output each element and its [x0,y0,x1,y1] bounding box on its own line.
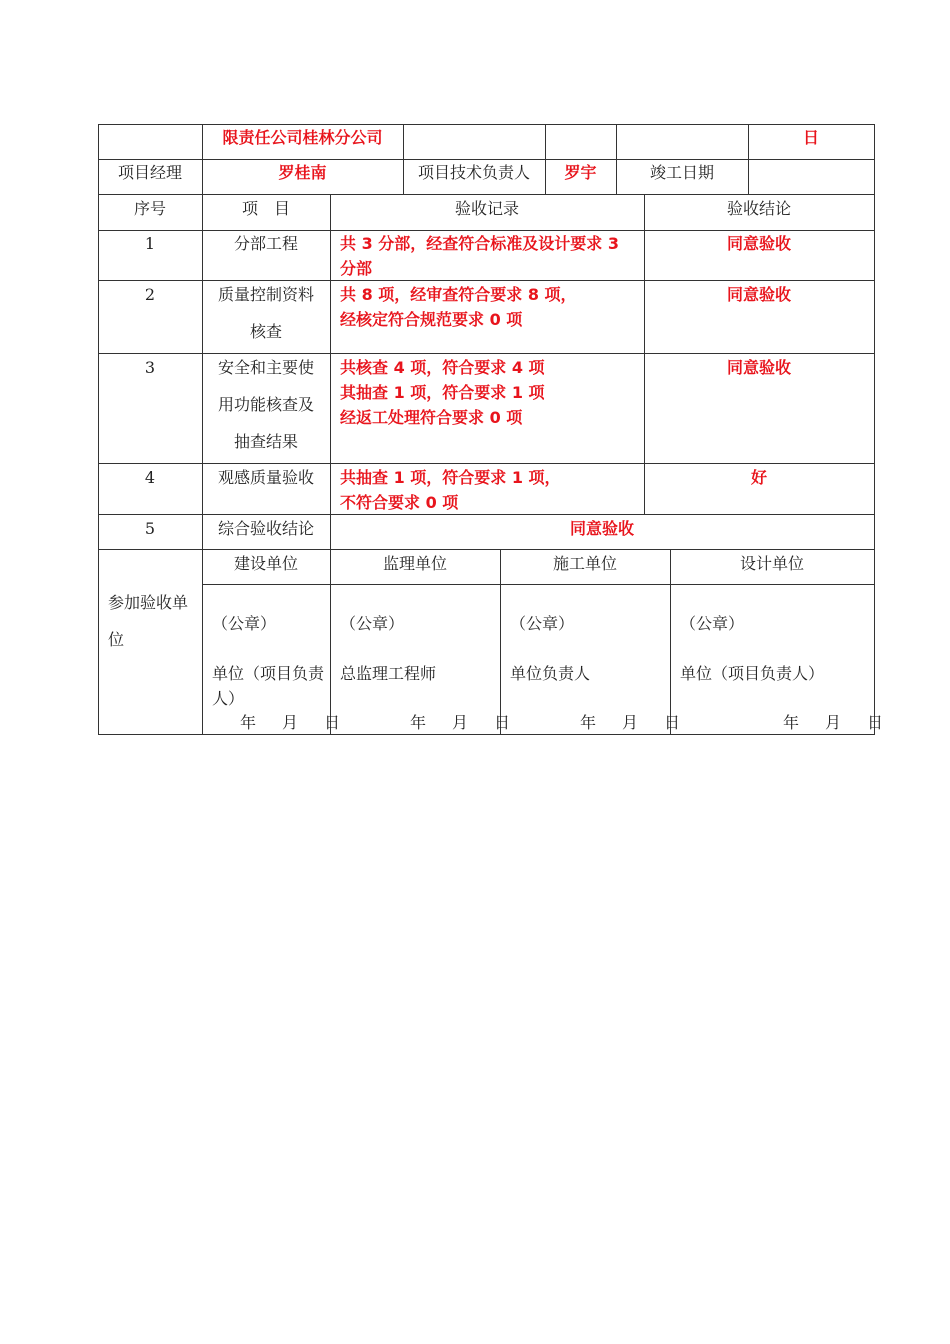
column-header-record: 验收记录 [454,199,519,218]
row-3-item-line-3: 抽查结果 [233,432,298,451]
table-rule [202,584,875,585]
company-name: 限责任公司桂林分公司 [222,128,383,147]
tech-lead-value: 罗宇 [564,163,597,182]
row-3-record-line-3: 经返工处理符合要求 0 项 [340,408,523,427]
date-day: 日 [324,713,341,732]
table-rule [98,280,875,281]
overall-value: 同意验收 [569,519,634,538]
date-day: 日 [494,713,511,732]
row-4-record-line-2: 不符合要求 0 项 [340,493,459,512]
unit-name-design: 设计单位 [739,554,804,573]
row-3-conclusion: 同意验收 [726,358,791,377]
row-1-seq: 1 [144,234,156,253]
signer-design: 单位（项目负责人） [680,664,825,683]
row-2-item-line-2: 核查 [249,322,282,341]
date-month: 月 [825,713,842,732]
participants-label: 参加验收单位 [108,593,189,649]
date-year: 年 [580,713,597,732]
row-1-record-line-1: 共 3 分部，经查符合标准及设计要求 3 [340,234,619,253]
table-rule [98,514,875,515]
row-2-conclusion: 同意验收 [726,285,791,304]
row-3-item-line-2: 用功能核查及 [217,395,314,414]
row-3-seq: 3 [144,358,156,377]
sign-date-contractor [580,710,680,735]
row-2-seq: 2 [144,285,156,304]
signer-supervision: 总监理工程师 [340,664,437,683]
sign-date-construction-owner [240,710,340,735]
table-rule [98,194,875,195]
table-rule [98,463,875,464]
overall-label: 综合验收结论 [217,519,314,538]
date-year: 年 [410,713,427,732]
row-2-item-line-1: 质量控制资料 [217,285,314,304]
seal-construction-owner: （公章） [212,614,277,633]
tech-lead-label: 项目技术负责人 [417,163,530,182]
date-day: 日 [664,713,681,732]
table-rule [670,549,671,735]
row-2-record-line-1: 共 8 项，经审查符合要求 8 项， [340,285,577,304]
row-3-record-line-2: 其抽查 1 项，符合要求 1 项 [340,383,545,402]
pm-value: 罗桂南 [278,163,327,182]
date-month: 月 [282,713,299,732]
sign-date-design [783,710,883,735]
seal-supervision: （公章） [340,614,405,633]
row-2-record-line-2: 经核定符合规范要求 0 项 [340,310,523,329]
row-3-item-line-1: 安全和主要使 [217,358,314,377]
seal-design: （公章） [680,614,745,633]
row-1-conclusion: 同意验收 [726,234,791,253]
column-header-seq: 序号 [133,199,166,218]
row-4-seq: 4 [144,468,156,487]
row-4-conclusion: 好 [750,468,767,487]
date-day: 日 [867,713,884,732]
unit-name-contractor: 施工单位 [552,554,617,573]
date-day-suffix: 日 [802,128,819,147]
unit-name-supervision: 监理单位 [382,554,447,573]
sign-date-supervision [410,710,510,735]
pm-label: 项目经理 [117,163,182,182]
table-rule [98,549,875,550]
signer-construction-owner: 单位（项目负责人） [212,664,325,708]
date-year: 年 [240,713,257,732]
date-month: 月 [622,713,639,732]
row-3-record-line-1: 共核查 4 项，符合要求 4 项 [340,358,545,377]
completion-date-label: 竣工日期 [649,163,714,182]
seal-contractor: （公章） [510,614,575,633]
table-rule [500,549,501,735]
signer-contractor: 单位负责人 [510,664,591,683]
date-year: 年 [783,713,800,732]
table-border-right [874,124,875,735]
row-4-item: 观感质量验收 [217,468,314,487]
row-1-item: 分部工程 [233,234,298,253]
row-4-record-line-1: 共抽查 1 项，符合要求 1 项， [340,468,561,487]
table-rule [98,353,875,354]
column-header-conclusion: 验收结论 [726,199,791,218]
row-5-seq: 5 [144,519,156,538]
date-month: 月 [452,713,469,732]
row-1-record-line-2: 分部 [340,259,373,278]
table-rule [330,194,331,735]
column-header-item: 项 目 [241,199,290,218]
unit-name-construction-owner: 建设单位 [233,554,298,573]
